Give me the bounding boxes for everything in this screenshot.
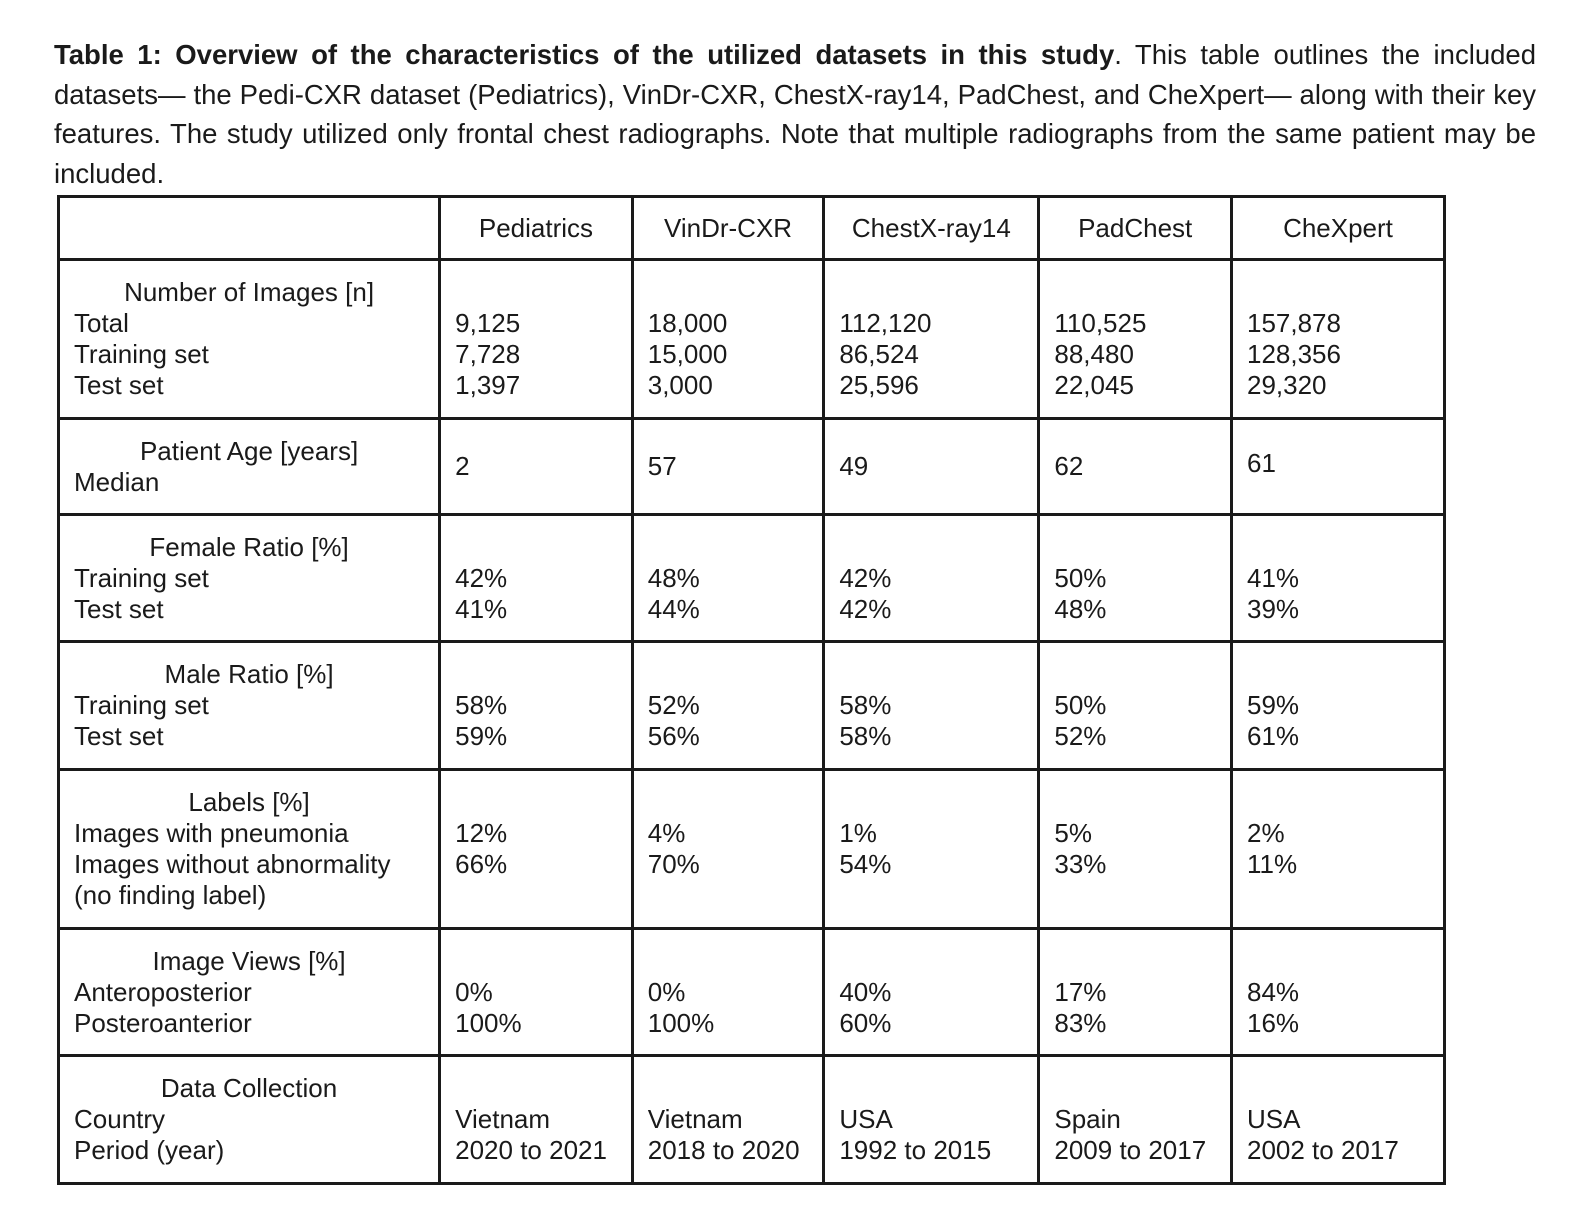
cell-value: 56% (647, 721, 700, 752)
value-cell (1231, 419, 1444, 515)
row-label-cell (59, 260, 440, 419)
cell-value: 48% (1054, 593, 1107, 624)
cell-value: 16% (1246, 1007, 1300, 1038)
value-cell (440, 1056, 633, 1184)
column-header: CheXpert (1231, 197, 1444, 260)
cell-value: 22,045 (1054, 370, 1134, 401)
section-heading: Labels [%] (188, 786, 310, 817)
value-cell (440, 260, 633, 419)
value-cell (1231, 642, 1444, 769)
value-cell (440, 642, 633, 769)
row-label: Median (74, 466, 160, 497)
row-label: Country (74, 1104, 166, 1135)
cell-value: USA (1246, 1104, 1301, 1135)
cell-value: 50% (1054, 690, 1107, 721)
cell-value: 5% (1054, 817, 1092, 848)
value-cell (632, 514, 824, 641)
value-cell (1231, 514, 1444, 641)
value-cell (1231, 1056, 1444, 1184)
cell-value: 110,525 (1054, 308, 1147, 339)
value-cell (440, 769, 633, 928)
table-row (59, 260, 1445, 419)
value-cell (1231, 260, 1444, 419)
row-label-cell (59, 929, 440, 1056)
value-cell (824, 1056, 1039, 1184)
cell-value: 9,125 (455, 308, 521, 339)
table-caption (54, 35, 1536, 193)
value-cell (824, 929, 1039, 1056)
cell-value: 15,000 (647, 339, 728, 370)
cell-value: 29,320 (1246, 370, 1327, 401)
section-heading: Male Ratio [%] (164, 659, 334, 690)
cell-value: 61 (1246, 448, 1276, 479)
cell-value: 2018 to 2020 (647, 1135, 800, 1166)
cell-value: 17% (1054, 976, 1107, 1007)
cell-value: 39% (1246, 593, 1300, 624)
cell-value: 60% (839, 1007, 892, 1038)
cell-value: 100% (647, 1007, 715, 1038)
cell-value: 2% (1246, 817, 1285, 848)
cell-value: 25,596 (839, 370, 919, 401)
cell-value: 7,728 (455, 339, 521, 370)
value-cell (1039, 929, 1232, 1056)
value-cell (1039, 769, 1232, 928)
table-row (59, 769, 1445, 928)
cell-value: 0% (455, 976, 493, 1007)
table-row (59, 929, 1445, 1056)
cell-value: 62 (1054, 451, 1084, 482)
row-label-cell (59, 769, 440, 928)
cell-value: 70% (647, 848, 700, 879)
cell-value: 58% (839, 721, 892, 752)
cell-value: 86,524 (839, 339, 919, 370)
cell-value: 1,397 (455, 370, 521, 401)
section-heading: Patient Age [years] (139, 435, 359, 466)
row-label: Training set (74, 339, 209, 370)
row-label: Test set (74, 593, 164, 624)
section-heading: Image Views [%] (152, 945, 346, 976)
cell-value: 0% (647, 976, 686, 1007)
cell-value: Spain (1054, 1104, 1121, 1135)
value-cell (440, 419, 633, 515)
value-cell (1039, 1056, 1232, 1184)
value-cell (632, 769, 824, 928)
cell-value: 128,356 (1246, 339, 1341, 370)
caption-title: Table 1: Overview of the characteristics of the utilized datasets in this study (54, 39, 1115, 70)
value-cell (440, 929, 633, 1056)
cell-value: Vietnam (647, 1104, 743, 1135)
cell-value: 44% (647, 593, 700, 624)
cell-value: 40% (839, 976, 892, 1007)
value-cell (824, 769, 1039, 928)
row-label-cell (59, 514, 440, 641)
cell-value: 57 (647, 451, 677, 482)
value-cell (1039, 514, 1232, 641)
value-cell (1039, 260, 1232, 419)
cell-value: 33% (1054, 848, 1107, 879)
table-row (59, 514, 1445, 641)
cell-value: 42% (455, 562, 508, 593)
table-row (59, 1056, 1445, 1184)
row-label-cell (59, 642, 440, 769)
row-label: Test set (74, 721, 164, 752)
column-header: VinDr-CXR (632, 197, 824, 260)
table-row (59, 642, 1445, 769)
cell-value: 59% (455, 721, 508, 752)
cell-value: 50% (1054, 562, 1107, 593)
cell-value: 18,000 (647, 308, 728, 339)
value-cell (824, 260, 1039, 419)
value-cell (632, 260, 824, 419)
table-row (59, 419, 1445, 515)
value-cell (824, 514, 1039, 641)
cell-value: 88,480 (1054, 339, 1134, 370)
cell-value: 59% (1246, 690, 1300, 721)
row-label: Total (74, 308, 129, 339)
value-cell (632, 1056, 824, 1184)
value-cell (824, 642, 1039, 769)
header-row (59, 197, 1445, 260)
value-cell (824, 419, 1039, 515)
row-label: Anteroposterior (74, 976, 252, 1007)
row-label: Posteroanterior (74, 1007, 252, 1038)
cell-value: 48% (647, 562, 700, 593)
header-corner-cell (59, 197, 440, 260)
value-cell (1039, 642, 1232, 769)
section-heading: Female Ratio [%] (149, 531, 349, 562)
row-label: (no finding label) (74, 879, 267, 910)
cell-value: 41% (455, 593, 508, 624)
cell-value: 49 (839, 451, 869, 482)
cell-value: 112,120 (839, 308, 932, 339)
cell-value: 1992 to 2015 (839, 1135, 992, 1166)
cell-value: 42% (839, 562, 892, 593)
cell-value: 100% (455, 1007, 522, 1038)
row-label: Test set (74, 370, 164, 401)
cell-value: 3,000 (647, 370, 713, 401)
cell-value: 83% (1054, 1007, 1107, 1038)
cell-value: USA (839, 1104, 893, 1135)
row-label: Images without abnormality (74, 848, 391, 879)
cell-value: 2020 to 2021 (455, 1135, 607, 1166)
column-header: ChestX-ray14 (824, 197, 1039, 260)
cell-value: 41% (1246, 562, 1300, 593)
cell-value: 52% (1054, 721, 1107, 752)
cell-value: Vietnam (455, 1104, 551, 1135)
cell-value: 2002 to 2017 (1246, 1135, 1399, 1166)
value-cell (1039, 419, 1232, 515)
value-cell (632, 419, 824, 515)
cell-value: 1% (839, 817, 877, 848)
caption-text: . This table outlines the included datasets— the Pedi-CXR dataset (Pediatrics), VinDr-CXR, ChestX-ray14, PadChest, and CheXpert— along with their key features. The study utilized only frontal chest radiographs. Note that multiple radiographs from the same patient may be included. (54, 39, 1537, 189)
cell-value: 52% (647, 690, 700, 721)
row-label-cell (59, 1056, 440, 1184)
cell-value: 2009 to 2017 (1054, 1135, 1207, 1166)
column-header: Pediatrics (440, 197, 633, 260)
cell-value: 54% (839, 848, 892, 879)
cell-value: 12% (455, 817, 508, 848)
cell-value: 2 (455, 451, 470, 482)
value-cell (632, 642, 824, 769)
value-cell (1231, 929, 1444, 1056)
cell-value: 58% (839, 690, 892, 721)
row-label: Period (year) (74, 1135, 225, 1166)
row-label: Images with pneumonia (74, 817, 349, 848)
section-heading: Number of Images [n] (124, 277, 375, 308)
cell-value: 61% (1246, 721, 1300, 752)
column-header: PadChest (1039, 197, 1232, 260)
cell-value: 66% (455, 848, 508, 879)
dataset-overview-table (57, 195, 1446, 1185)
value-cell (632, 929, 824, 1056)
cell-value: 42% (839, 593, 892, 624)
value-cell (1231, 769, 1444, 928)
row-label: Training set (74, 562, 209, 593)
cell-value: 84% (1246, 976, 1300, 1007)
cell-value: 11% (1246, 848, 1298, 879)
row-label-cell (59, 419, 440, 515)
cell-value: 58% (455, 690, 508, 721)
row-label: Training set (74, 690, 209, 721)
section-heading: Data Collection (160, 1073, 338, 1104)
cell-value: 4% (647, 817, 686, 848)
value-cell (440, 514, 633, 641)
cell-value: 157,878 (1246, 308, 1341, 339)
